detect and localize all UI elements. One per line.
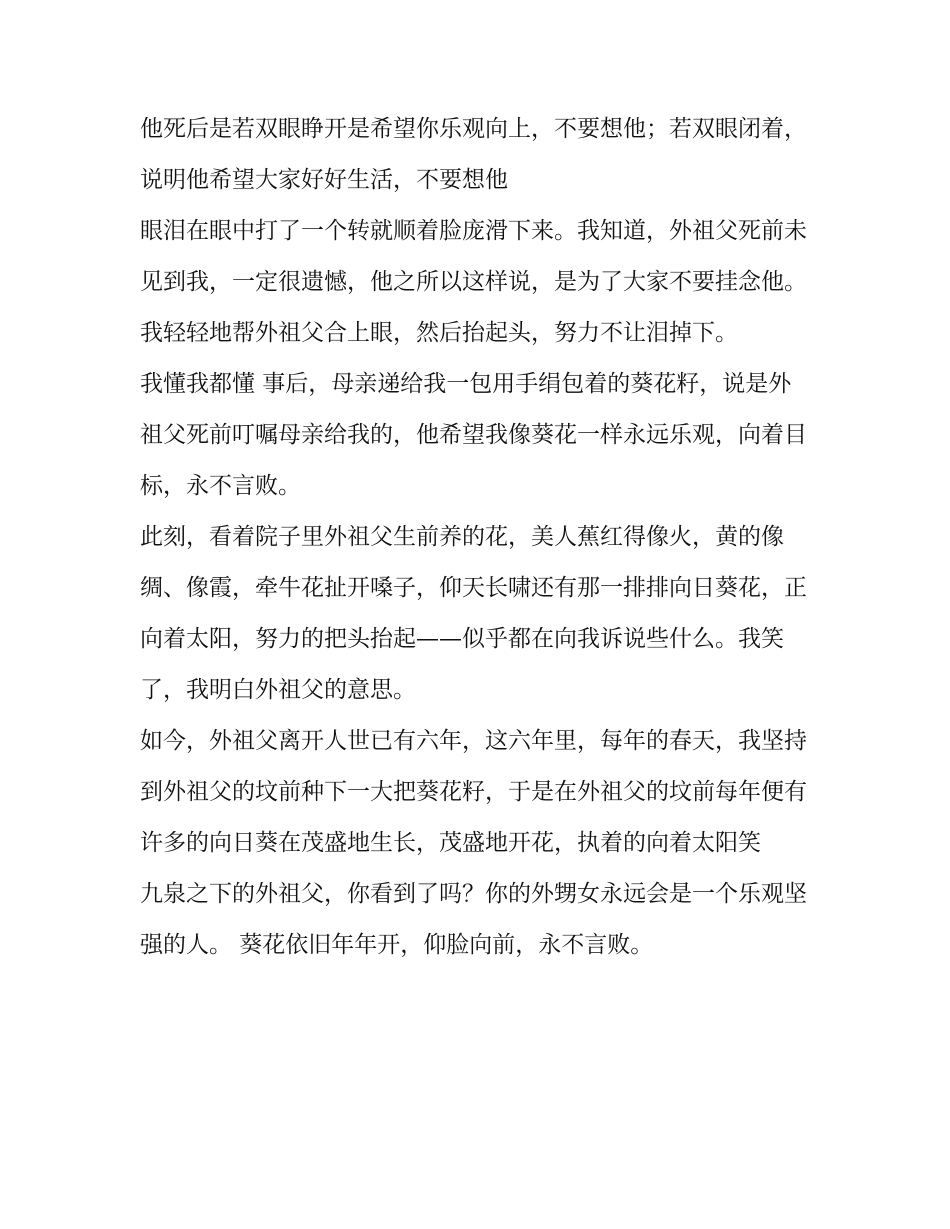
paragraph-2: 眼泪在眼中打了一个转就顺着脸庞滑下来。我知道，外祖父死前未见到我，一定很遗憾，他之所以这样说，是为了大家不要挂念他。我轻轻地帮外祖父合上眼，然后抬起头，努力不让泪掉下。 — [140, 218, 807, 346]
paragraph-5: 如今，外祖父离开人世已有六年，这六年里，每年的春天，我坚持到外祖父的坟前种下一大把葵花籽，于是在外祖父的坟前每年便有许多的向日葵在茂盛地生长，茂盛地开花，执着的向着太阳笑 — [140, 728, 807, 856]
paragraph-1: 他死后是若双眼睁开是希望你乐观向上，不要想他；若双眼闭着，说明他希望大家好好生活，不要想他 — [140, 116, 807, 193]
paragraph-6: 九泉之下的外祖父，你看到了吗？你的外甥女永远会是一个乐观坚强的人。 葵花依旧年年开，仰脸向前，永不言败。 — [140, 881, 807, 958]
document-body — [140, 104, 812, 971]
paragraph-3: 我懂我都懂 事后，母亲递给我一包用手绢包着的葵花籽，说是外祖父死前叮嘱母亲给我的，他希望我像葵花一样永远乐观，向着目标，永不言败。 — [140, 371, 807, 499]
paragraph-4: 此刻，看着院子里外祖父生前养的花，美人蕉红得像火，黄的像绸、像霞，牵牛花扯开嗓子，仰天长啸还有那一排排向日葵花，正向着太阳，努力的把头抬起——似乎都在向我诉说些什么。我笑了，我明白外祖父的意思。 — [140, 524, 807, 703]
